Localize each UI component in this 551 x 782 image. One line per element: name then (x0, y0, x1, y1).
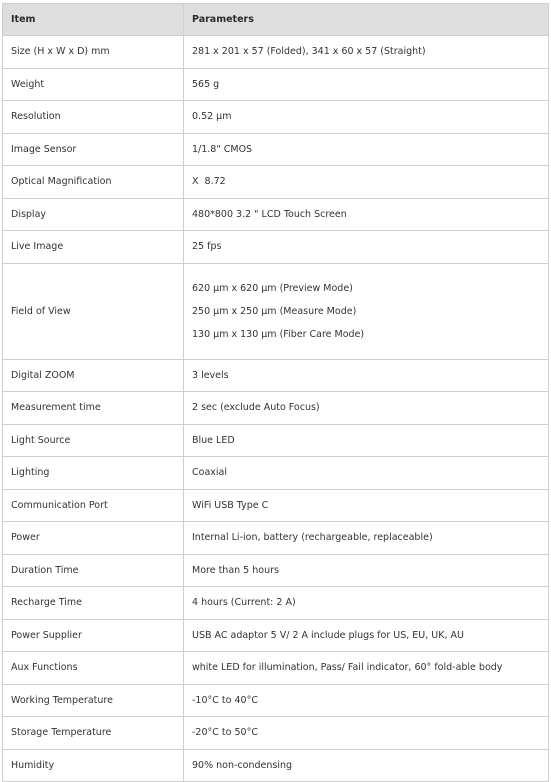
table-row (3, 359, 549, 392)
table-row (3, 424, 549, 457)
table-row (3, 749, 549, 782)
row-label-measurement-time: Measurement time (3, 392, 184, 425)
table-row (3, 587, 549, 620)
row-label-optical-magnification: Optical Magnification (3, 166, 184, 199)
table-row (3, 392, 549, 425)
specs-table-container (2, 3, 549, 782)
row-value-optical-magnification: X 8.72 (184, 166, 549, 199)
row-label-field-of-view: Field of View (3, 263, 184, 359)
row-label-storage-temperature: Storage Temperature (3, 717, 184, 750)
table-row (3, 489, 549, 522)
row-value-aux-functions: white LED for illumination, Pass/ Fail indicator, 60° fold-able body (184, 652, 549, 685)
row-label-power-supplier: Power Supplier (3, 619, 184, 652)
row-label-working-temperature: Working Temperature (3, 684, 184, 717)
row-value-digital-zoom: 3 levels (184, 359, 549, 392)
table-row (3, 684, 549, 717)
row-label-display: Display (3, 198, 184, 231)
row-label-recharge-time: Recharge Time (3, 587, 184, 620)
row-label-size: Size (H x W x D) mm (3, 36, 184, 69)
row-label-power: Power (3, 522, 184, 555)
table-header-row (3, 4, 549, 36)
table-row (3, 36, 549, 69)
row-value-measurement-time: 2 sec (exclude Auto Focus) (184, 392, 549, 425)
table-row (3, 133, 549, 166)
row-label-weight: Weight (3, 68, 184, 101)
row-value-power-supplier: USB AC adaptor 5 V/ 2 A include plugs for US, EU, UK, AU (184, 619, 549, 652)
table-row (3, 457, 549, 490)
row-label-live-image: Live Image (3, 231, 184, 264)
table-row (3, 231, 549, 264)
row-value-field-of-view (184, 263, 549, 359)
row-value-resolution: 0.52 μm (184, 101, 549, 134)
row-value-storage-temperature: -20°C to 50°C (184, 717, 549, 750)
table-row (3, 68, 549, 101)
row-value-weight: 565 g (184, 68, 549, 101)
column-header-parameters: Parameters (184, 4, 549, 36)
table-row (3, 619, 549, 652)
row-label-digital-zoom: Digital ZOOM (3, 359, 184, 392)
table-row (3, 652, 549, 685)
row-value-communication-port: WiFi USB Type C (184, 489, 549, 522)
row-value-humidity: 90% non-condensing (184, 749, 549, 782)
field-of-view-list (192, 274, 540, 349)
table-row (3, 263, 549, 359)
row-value-size: 281 x 201 x 57 (Folded), 341 x 60 x 57 (Straight) (184, 36, 549, 69)
row-value-power: Internal Li-ion, battery (rechargeable, replaceable) (184, 522, 549, 555)
row-value-light-source: Blue LED (184, 424, 549, 457)
field-of-view-fiber-care: 130 μm x 130 μm (Fiber Care Mode) (192, 328, 365, 340)
row-label-lighting: Lighting (3, 457, 184, 490)
table-row (3, 717, 549, 750)
specifications-table (2, 3, 549, 782)
field-of-view-measure: 250 μm x 250 μm (Measure Mode) (192, 305, 357, 317)
row-label-aux-functions: Aux Functions (3, 652, 184, 685)
row-label-communication-port: Communication Port (3, 489, 184, 522)
row-label-image-sensor: Image Sensor (3, 133, 184, 166)
row-value-image-sensor: 1/1.8" CMOS (184, 133, 549, 166)
row-value-recharge-time: 4 hours (Current: 2 A) (184, 587, 549, 620)
field-of-view-preview: 620 μm x 620 μm (Preview Mode) (192, 282, 353, 294)
row-value-duration-time: More than 5 hours (184, 554, 549, 587)
row-label-resolution: Resolution (3, 101, 184, 134)
row-label-light-source: Light Source (3, 424, 184, 457)
table-row (3, 554, 549, 587)
row-value-lighting: Coaxial (184, 457, 549, 490)
table-row (3, 522, 549, 555)
row-value-working-temperature: -10°C to 40°C (184, 684, 549, 717)
row-value-display: 480*800 3.2 " LCD Touch Screen (184, 198, 549, 231)
table-row (3, 101, 549, 134)
table-row (3, 166, 549, 199)
row-label-humidity: Humidity (3, 749, 184, 782)
table-row (3, 198, 549, 231)
row-label-duration-time: Duration Time (3, 554, 184, 587)
row-value-live-image: 25 fps (184, 231, 549, 264)
column-header-item: Item (3, 4, 184, 36)
